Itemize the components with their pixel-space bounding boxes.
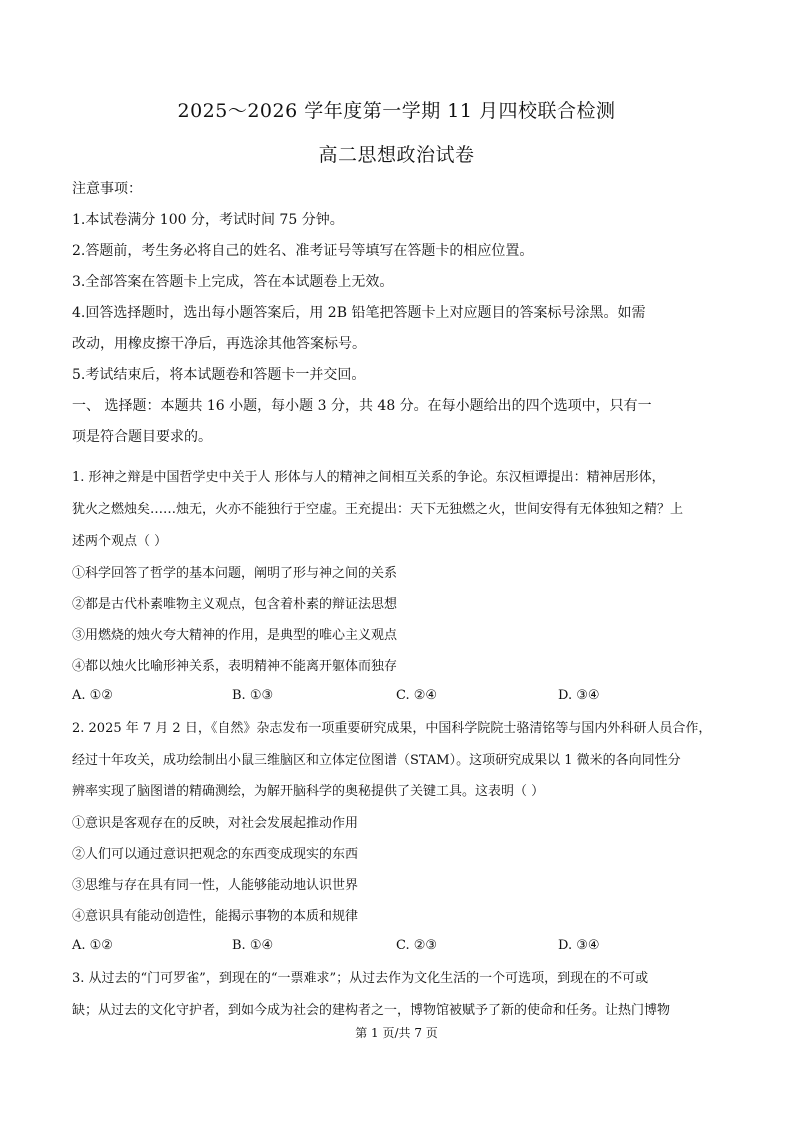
q3-stem-line-2: 缺；从过去的文化守护者，到如今成为社会的建构者之一，博物馆被赋予了新的使命和任务。让热门博物 xyxy=(72,1003,671,1018)
notice-item-4-line-1: 4.回答选择题时，选出每小题答案后，用 2B 铅笔把答题卡上对应题目的答案标号涂黑。如需 xyxy=(72,305,646,321)
notice-item-5: 5.考试结束后，将本试题卷和答题卡一并交回。 xyxy=(72,367,366,383)
q1-stem-line-3: 述两个观点（ ） xyxy=(72,534,168,549)
q1-option-a: A. ①② xyxy=(72,688,113,703)
q2-stem-line-1: 2. 2025 年 7 月 2 日，《自然》杂志发布一项重要研究成果，中国科学院院士骆清铭等与国内外科研人员合作， xyxy=(72,721,712,736)
q1-statement-3: ③用燃烧的烛火夸大精神的作用，是典型的唯心主义观点 xyxy=(72,628,398,643)
q2-statement-1: ①意识是客观存在的反映，对社会发展起推动作用 xyxy=(72,816,359,831)
exam-subtitle: 高二思想政治试卷 xyxy=(318,144,475,166)
q2-option-b: B. ①④ xyxy=(232,938,274,953)
q1-statement-2: ②都是古代朴素唯物主义观点，包含着朴素的辩证法思想 xyxy=(72,597,398,612)
q2-statement-4: ④意识具有能动创造性，能揭示事物的本质和规律 xyxy=(72,909,359,924)
q2-option-d: D. ③④ xyxy=(558,938,600,953)
q1-option-c: C. ②④ xyxy=(396,688,438,703)
q2-statement-3: ③思维与存在具有同一性，人能够能动地认识世界 xyxy=(72,878,359,893)
notice-item-2: 2.答题前，考生务必将自己的姓名、准考证号等填写在答题卡的相应位置。 xyxy=(72,243,534,259)
notice-item-1: 1.本试卷满分 100 分，考试时间 75 分钟。 xyxy=(72,212,344,228)
q2-option-a: A. ①② xyxy=(72,938,113,953)
page-footer: 第 1 页/共 7 页 xyxy=(355,1026,438,1040)
q3-stem-line-1: 3. 从过去的“门可罗雀”，到现在的“一票难求”；从过去作为文化生活的一个可选项，到现在的不可或 xyxy=(72,971,649,986)
q2-stem-line-2: 经过十年攻关，成功绘制出小鼠三维脑区和立体定位图谱（STAM）。这项研究成果以 1 微米的各向同性分 xyxy=(72,753,681,768)
q1-stem-line-2: 犹火之燃烛矣……烛无，火亦不能独行于空虚。王充提出：天下无独燃之火，世间安得有无体独知之精？上 xyxy=(72,502,684,517)
q1-stem-line-1: 1. 形神之辩是中国哲学史中关于人 形体与人的精神之间相互关系的争论。东汉桓谭提出：精神居形体， xyxy=(72,470,665,485)
section-heading-line-2: 项是符合题目要求的。 xyxy=(72,429,212,445)
q1-option-d: D. ③④ xyxy=(558,688,600,703)
section-heading-line-1: 一、 选择题：本题共 16 小题，每小题 3 分，共 48 分。在每小题给出的四个选项中，只有一 xyxy=(72,398,652,414)
notice-heading: 注意事项： xyxy=(72,181,142,197)
notice-item-3: 3.全部答案在答题卡上完成，答在本试题卷上无效。 xyxy=(72,274,394,290)
q1-statement-4: ④都以烛火比喻形神关系，表明精神不能离开躯体而独存 xyxy=(72,659,398,674)
q2-option-c: C. ②③ xyxy=(396,938,438,953)
q1-statement-1: ①科学回答了哲学的基本问题，阐明了形与神之间的关系 xyxy=(72,566,398,581)
q2-stem-line-3: 辨率实现了脑图谱的精确测绘，为解开脑科学的奥秘提供了关键工具。这表明（ ） xyxy=(72,784,545,799)
q1-option-b: B. ①③ xyxy=(232,688,274,703)
q2-statement-2: ②人们可以通过意识把观念的东西变成现实的东西 xyxy=(72,847,359,862)
exam-title: 2025～2026 学年度第一学期 11 月四校联合检测 xyxy=(177,100,616,122)
notice-item-4-line-2: 改动，用橡皮擦干净后，再选涂其他答案标号。 xyxy=(72,336,366,352)
